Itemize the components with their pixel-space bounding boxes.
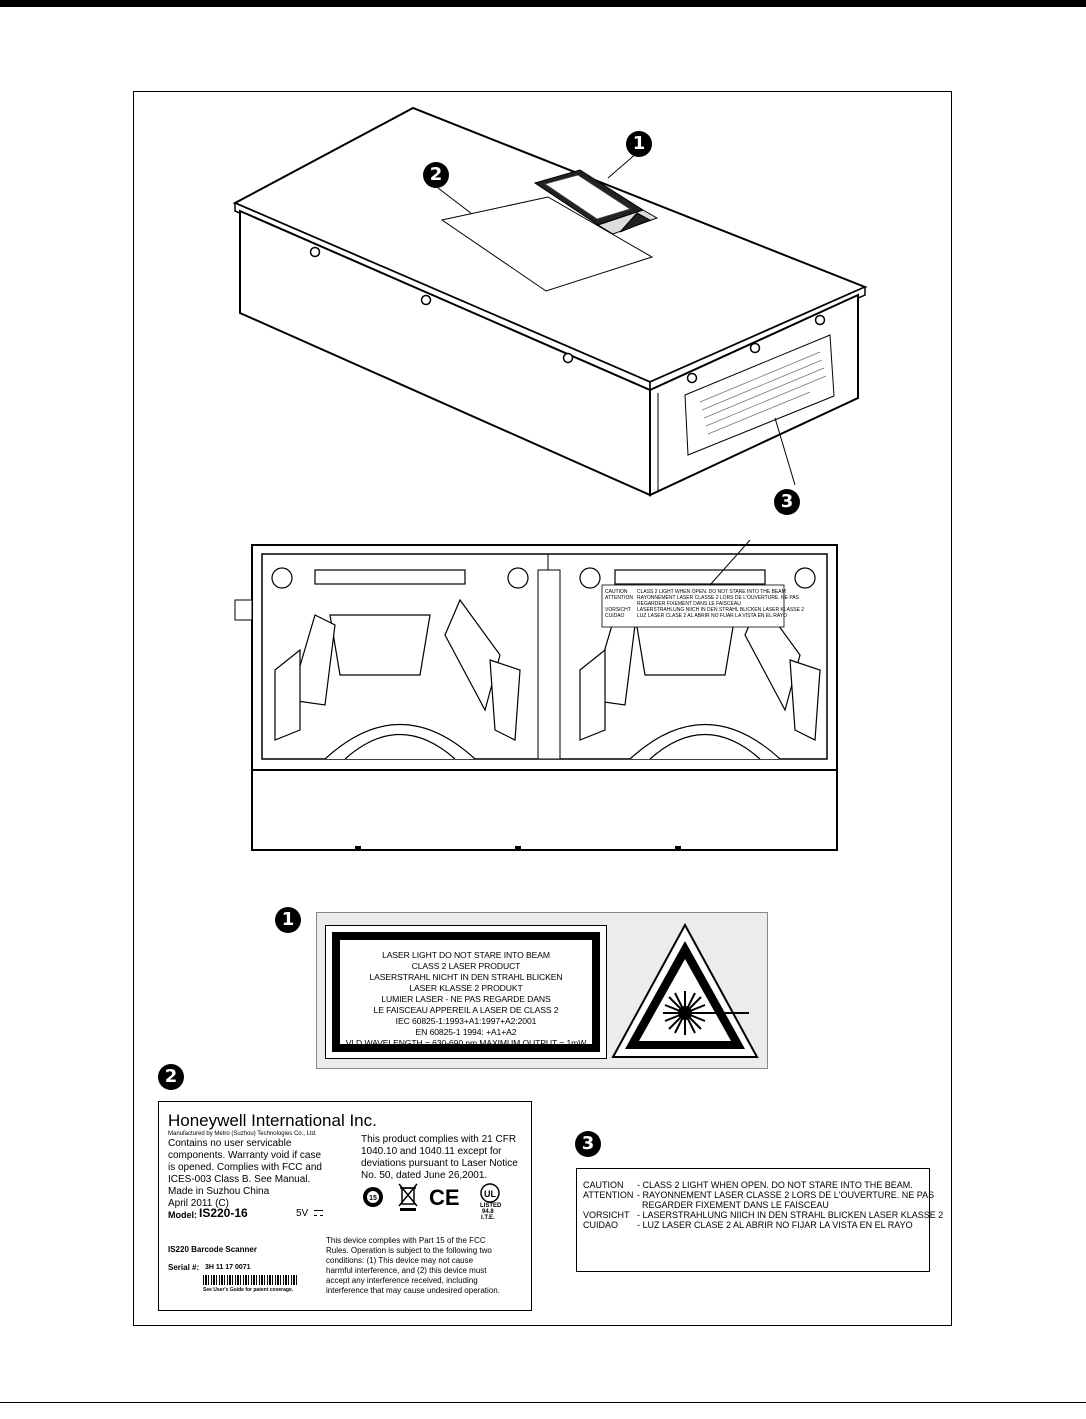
callout-3: 3 — [575, 1131, 601, 1157]
right-text-0: This product complies with 21 CFR — [361, 1134, 517, 1145]
weee-bin-icon — [397, 1182, 419, 1212]
svg-text:15: 15 — [369, 1195, 377, 1202]
left-text-2: is opened. Complies with FCC and — [168, 1162, 322, 1173]
ce-mark-icon: CE — [429, 1185, 460, 1210]
attention-row — [583, 1190, 934, 1200]
label1-line: CLASS 2 LASER PRODUCT — [411, 961, 521, 971]
left-text-0: Contains no user servicable — [168, 1138, 292, 1149]
label1-line: LE FAISCEAU APPEREIL A LASER DE CLASS 2 — [373, 1005, 559, 1015]
fcc-text-5: interference that may cause undesired operation. — [326, 1286, 500, 1295]
svg-text:VORSICHT: VORSICHT — [605, 607, 631, 613]
ul-listed-1: 94.8 — [482, 1209, 494, 1215]
svg-text:RAYONNEMENT LASER CLASSE 2 LOR: RAYONNEMENT LASER CLASSE 2 LORS DE L'OUVERTURE. NE PAS — [637, 595, 800, 601]
laser-warning-triangle-icon — [609, 921, 761, 1061]
svg-text:ATTENTION: ATTENTION — [605, 595, 633, 601]
fcc-text-1: Rules. Operation is subject to the following two — [326, 1246, 492, 1255]
laser-warning-text — [332, 932, 600, 1052]
vorsicht-row — [583, 1210, 943, 1220]
row-key: CAUTION — [583, 1180, 624, 1190]
company-name: Honeywell International Inc. — [168, 1111, 377, 1130]
row-text: - LASERSTRAHLUNG NIICH IN DEN STRAHL BLICKEN LASER KLASSE 2 — [637, 1210, 944, 1220]
callout-3-mid: 3 — [774, 489, 800, 515]
ul-listed-0: LISTED — [480, 1203, 502, 1209]
label1-line: IEC 60825-1:1993+A1:1997+A2:2001 — [395, 1016, 537, 1026]
dc-symbol-icon — [314, 1210, 323, 1216]
callout-1-top: 1 — [626, 131, 652, 157]
row-key: CUIDAO — [583, 1220, 619, 1230]
patent-note: See User's Guide for patent coverage. — [203, 1287, 294, 1293]
serial-label: Serial #: — [168, 1263, 200, 1272]
model-label: Model: — [168, 1210, 197, 1220]
callout-2-top: 2 — [423, 162, 449, 188]
fcc-text-4: accept any interference received, including — [326, 1276, 478, 1285]
label1-line: LASER LIGHT DO NOT STARE INTO BEAM — [382, 950, 550, 960]
svg-text:REGARDER FIXEMENT DANS LE FAIS: REGARDER FIXEMENT DANS LE FAISCEAU — [637, 601, 741, 607]
page-bottom-rule — [0, 1402, 1086, 1403]
row-text: - LUZ LASER CLASE 2 AL ABRIR NO FIJAR LA VISTA EN EL RAYO — [637, 1220, 913, 1230]
model-value: IS220-16 — [199, 1206, 248, 1220]
svg-text:CAUTION: CAUTION — [605, 589, 628, 595]
svg-text:LASERSTRAHLUNG NIICH IN DEN ST: LASERSTRAHLUNG NIICH IN DEN STRAHL BLICKEN LASER KLASSE 2 — [637, 607, 805, 613]
ul-listed-2: I.T.E. — [481, 1215, 495, 1221]
manufacturer-text: Manufactured by Metro (Suzhou) Technologies Co., Ltd. — [168, 1131, 317, 1137]
left-text-4: Made in Suzhou China — [168, 1186, 270, 1197]
voltage: 5V — [296, 1208, 309, 1219]
caution-row — [583, 1180, 913, 1190]
fcc-text-2: conditions: (1) This device may not cause — [326, 1256, 474, 1265]
label1-line: VLD WAVELENGTH = 630-690 nm MAXIMUM OUTPUT = 1mW — [345, 1038, 587, 1048]
rohs-15-icon — [362, 1186, 384, 1208]
label1-line: LUMIER LASER - NE PAS REGARDE DANS — [381, 994, 551, 1004]
left-text-1: components. Warranty void if case — [168, 1150, 322, 1161]
right-text-2: deviations pursuant to Laser Notice — [361, 1158, 518, 1169]
svg-text:LUZ LASER CLASE 2 AL ABRIR NO: LUZ LASER CLASE 2 AL ABRIR NO FIJAR LA VISTA EN EL RAYO — [637, 613, 788, 619]
page-top-bar — [0, 0, 1086, 7]
left-text-5: April 2011 (C) — [168, 1198, 229, 1209]
callout-2: 2 — [158, 1064, 184, 1090]
label1-line: LASER KLASSE 2 PRODUKT — [409, 983, 523, 993]
callout-1: 1 — [275, 907, 301, 933]
row-text: - RAYONNEMENT LASER CLASSE 2 LORS DE L'OUVERTURE. NE PAS — [637, 1190, 935, 1200]
ul-mark-text: UL — [484, 1189, 496, 1199]
svg-text:CLASS 2 LIGHT WHEN OPEN. DO NO: CLASS 2 LIGHT WHEN OPEN. DO NOT STARE INTO THE BEAM — [637, 589, 786, 595]
row-key: ATTENTION — [583, 1190, 634, 1200]
serial-value: 3H 11 17 0071 — [205, 1264, 251, 1271]
attention-row-cont — [583, 1200, 829, 1210]
label1-line: EN 60825-1 1994: +A1+A2 — [415, 1027, 517, 1037]
scanner-front-view — [230, 540, 850, 860]
product-id-label — [158, 1101, 532, 1311]
serial-barcode — [203, 1275, 298, 1285]
row-text: - CLASS 2 LIGHT WHEN OPEN. DO NOT STARE INTO THE BEAM. — [637, 1180, 913, 1190]
laser-warning-text-box — [325, 925, 607, 1059]
row-key: VORSICHT — [583, 1210, 630, 1220]
left-text-3: ICES-003 Class B. See Manual. — [168, 1174, 311, 1185]
product-name: IS220 Barcode Scanner — [168, 1245, 257, 1254]
side-caution-label — [576, 1168, 944, 1272]
right-text-1: 1040.10 and 1040.11 except for — [361, 1146, 502, 1157]
svg-text:CUIDAO: CUIDAO — [605, 613, 625, 619]
row-text: REGARDER FIXEMENT DANS LE FAISCEAU — [637, 1200, 829, 1210]
fcc-text-3: harmful interference, and (2) this device must — [326, 1266, 487, 1275]
right-text-3: No. 50, dated June 26,2001. — [361, 1170, 488, 1181]
cuidao-row — [583, 1220, 913, 1230]
ul-listed-icon — [477, 1182, 503, 1204]
scanner-isometric-drawing — [230, 100, 870, 510]
laser-warning-label — [316, 912, 768, 1069]
fcc-text-0: This device complies with Part 15 of the FCC — [326, 1236, 486, 1245]
label1-line: LASERSTRAHL NICHT IN DEN STRAHL BLICKEN — [369, 972, 563, 982]
